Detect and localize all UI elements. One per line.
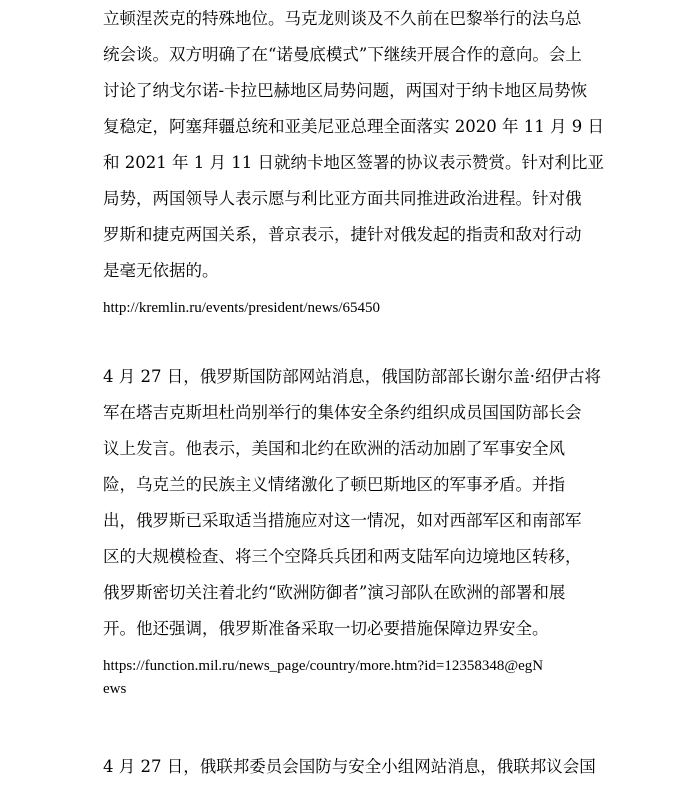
paragraph-3-line-1: 4 月 27 日，俄联邦委员会国防与安全小组网站消息，俄联邦议会国 bbox=[103, 757, 596, 776]
paragraph-1-line-2: 统会谈。双方明确了在“诺曼底模式”下继续开展合作的意向。会上 bbox=[103, 45, 582, 64]
paragraph-2-line-1: 4 月 27 日，俄罗斯国防部网站消息，俄国防部部长谢尔盖·绍伊古将 bbox=[103, 367, 601, 386]
paragraph-2-line-4: 险，乌克兰的民族主义情绪激化了顿巴斯地区的军事矛盾。并指 bbox=[103, 475, 565, 494]
paragraph-1-line-8: 是毫无依据的。 bbox=[103, 261, 219, 280]
paragraph-1-line-5: 和 2021 年 1 月 11 日就纳卡地区签署的协议表示赞赏。针对利比亚 bbox=[103, 153, 604, 172]
paragraph-1-line-4: 复稳定，阿塞拜疆总统和亚美尼亚总理全面落实 2020 年 11 月 9 日 bbox=[103, 117, 604, 136]
paragraph-1-line-7: 罗斯和捷克两国关系，普京表示，捷针对俄发起的指责和敌对行动 bbox=[103, 225, 582, 244]
paragraph-2-line-8: 开。他还强调，俄罗斯准备采取一切必要措施保障边界安全。 bbox=[103, 619, 549, 638]
paragraph-1-line-1: 立顿涅茨克的特殊地位。马克龙则谈及不久前在巴黎举行的法乌总 bbox=[103, 9, 582, 28]
paragraph-2-line-2: 军在塔吉克斯坦杜尚别举行的集体安全条约组织成员国国防部长会 bbox=[103, 403, 582, 422]
paragraph-2-line-3: 议上发言。他表示，美国和北约在欧洲的活动加剧了军事安全风 bbox=[103, 439, 565, 458]
paragraph-2-line-5: 出，俄罗斯已采取适当措施应对这一情况，如对西部军区和南部军 bbox=[103, 511, 582, 530]
paragraph-1-line-3: 讨论了纳戈尔诺-卡拉巴赫地区局势问题，两国对于纳卡地区局势恢 bbox=[103, 81, 588, 100]
source-link-mil-line-1[interactable]: https://function.mil.ru/news_page/country/more.htm?id=12358348@egN bbox=[103, 658, 544, 674]
paragraph-1-line-6: 局势，两国领导人表示愿与利比亚方面共同推进政治进程。针对俄 bbox=[103, 189, 582, 208]
source-link-kremlin[interactable]: http://kremlin.ru/events/president/news/65450 bbox=[103, 300, 381, 316]
source-link-mil-line-2[interactable]: ews bbox=[103, 681, 127, 697]
paragraph-2-line-7: 俄罗斯密切关注着北约“欧洲防御者”演习部队在欧洲的部署和展 bbox=[103, 583, 566, 602]
paragraph-2-line-6: 区的大规模检查、将三个空降兵兵团和两支陆军向边境地区转移， bbox=[103, 547, 582, 566]
